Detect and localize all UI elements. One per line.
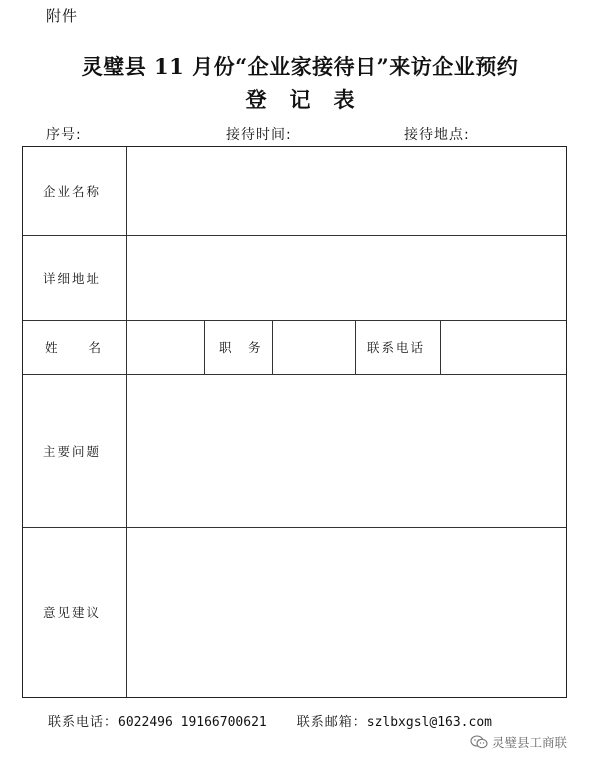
sequence-number-label: 序号:	[46, 127, 82, 143]
company-name-label: 企业名称	[43, 184, 102, 199]
watermark-text: 灵璧县工商联	[492, 735, 568, 750]
main-issues-field[interactable]	[127, 374, 567, 527]
reception-time-label: 接待时间:	[226, 127, 292, 143]
attachment-label: 附件	[46, 7, 79, 25]
page-title: 灵璧县 11 月份“企业家接待日”来访企业预约	[81, 54, 519, 79]
footer-contact	[48, 711, 492, 730]
suggestions-label: 意见建议	[43, 605, 102, 620]
address-label: 详细地址	[43, 270, 102, 286]
footer-phone-label: 联系电话：	[48, 715, 119, 730]
phone-label: 联系电话	[367, 340, 426, 355]
wechat-icon	[470, 735, 488, 749]
page-subtitle: 登记表	[245, 87, 378, 112]
address-field[interactable]	[127, 235, 567, 320]
phone-field[interactable]	[441, 320, 567, 374]
footer-phone-numbers: 6022496 19166700621	[118, 715, 267, 730]
contact-name-label: 姓 名	[45, 340, 104, 355]
footer-email[interactable]: szlbxgsl@163.com	[366, 715, 492, 730]
reception-place-label: 接待地点:	[404, 127, 470, 143]
watermark	[470, 733, 567, 751]
suggestions-field[interactable]	[127, 527, 567, 697]
main-issues-label: 主要问题	[43, 443, 102, 459]
position-label: 职 务	[219, 340, 263, 355]
company-name-field[interactable]	[127, 147, 567, 235]
registration-form-table	[22, 146, 567, 698]
contact-name-field[interactable]	[127, 320, 204, 374]
footer-email-label: 联系邮箱：	[296, 715, 367, 730]
position-field[interactable]	[273, 320, 355, 374]
